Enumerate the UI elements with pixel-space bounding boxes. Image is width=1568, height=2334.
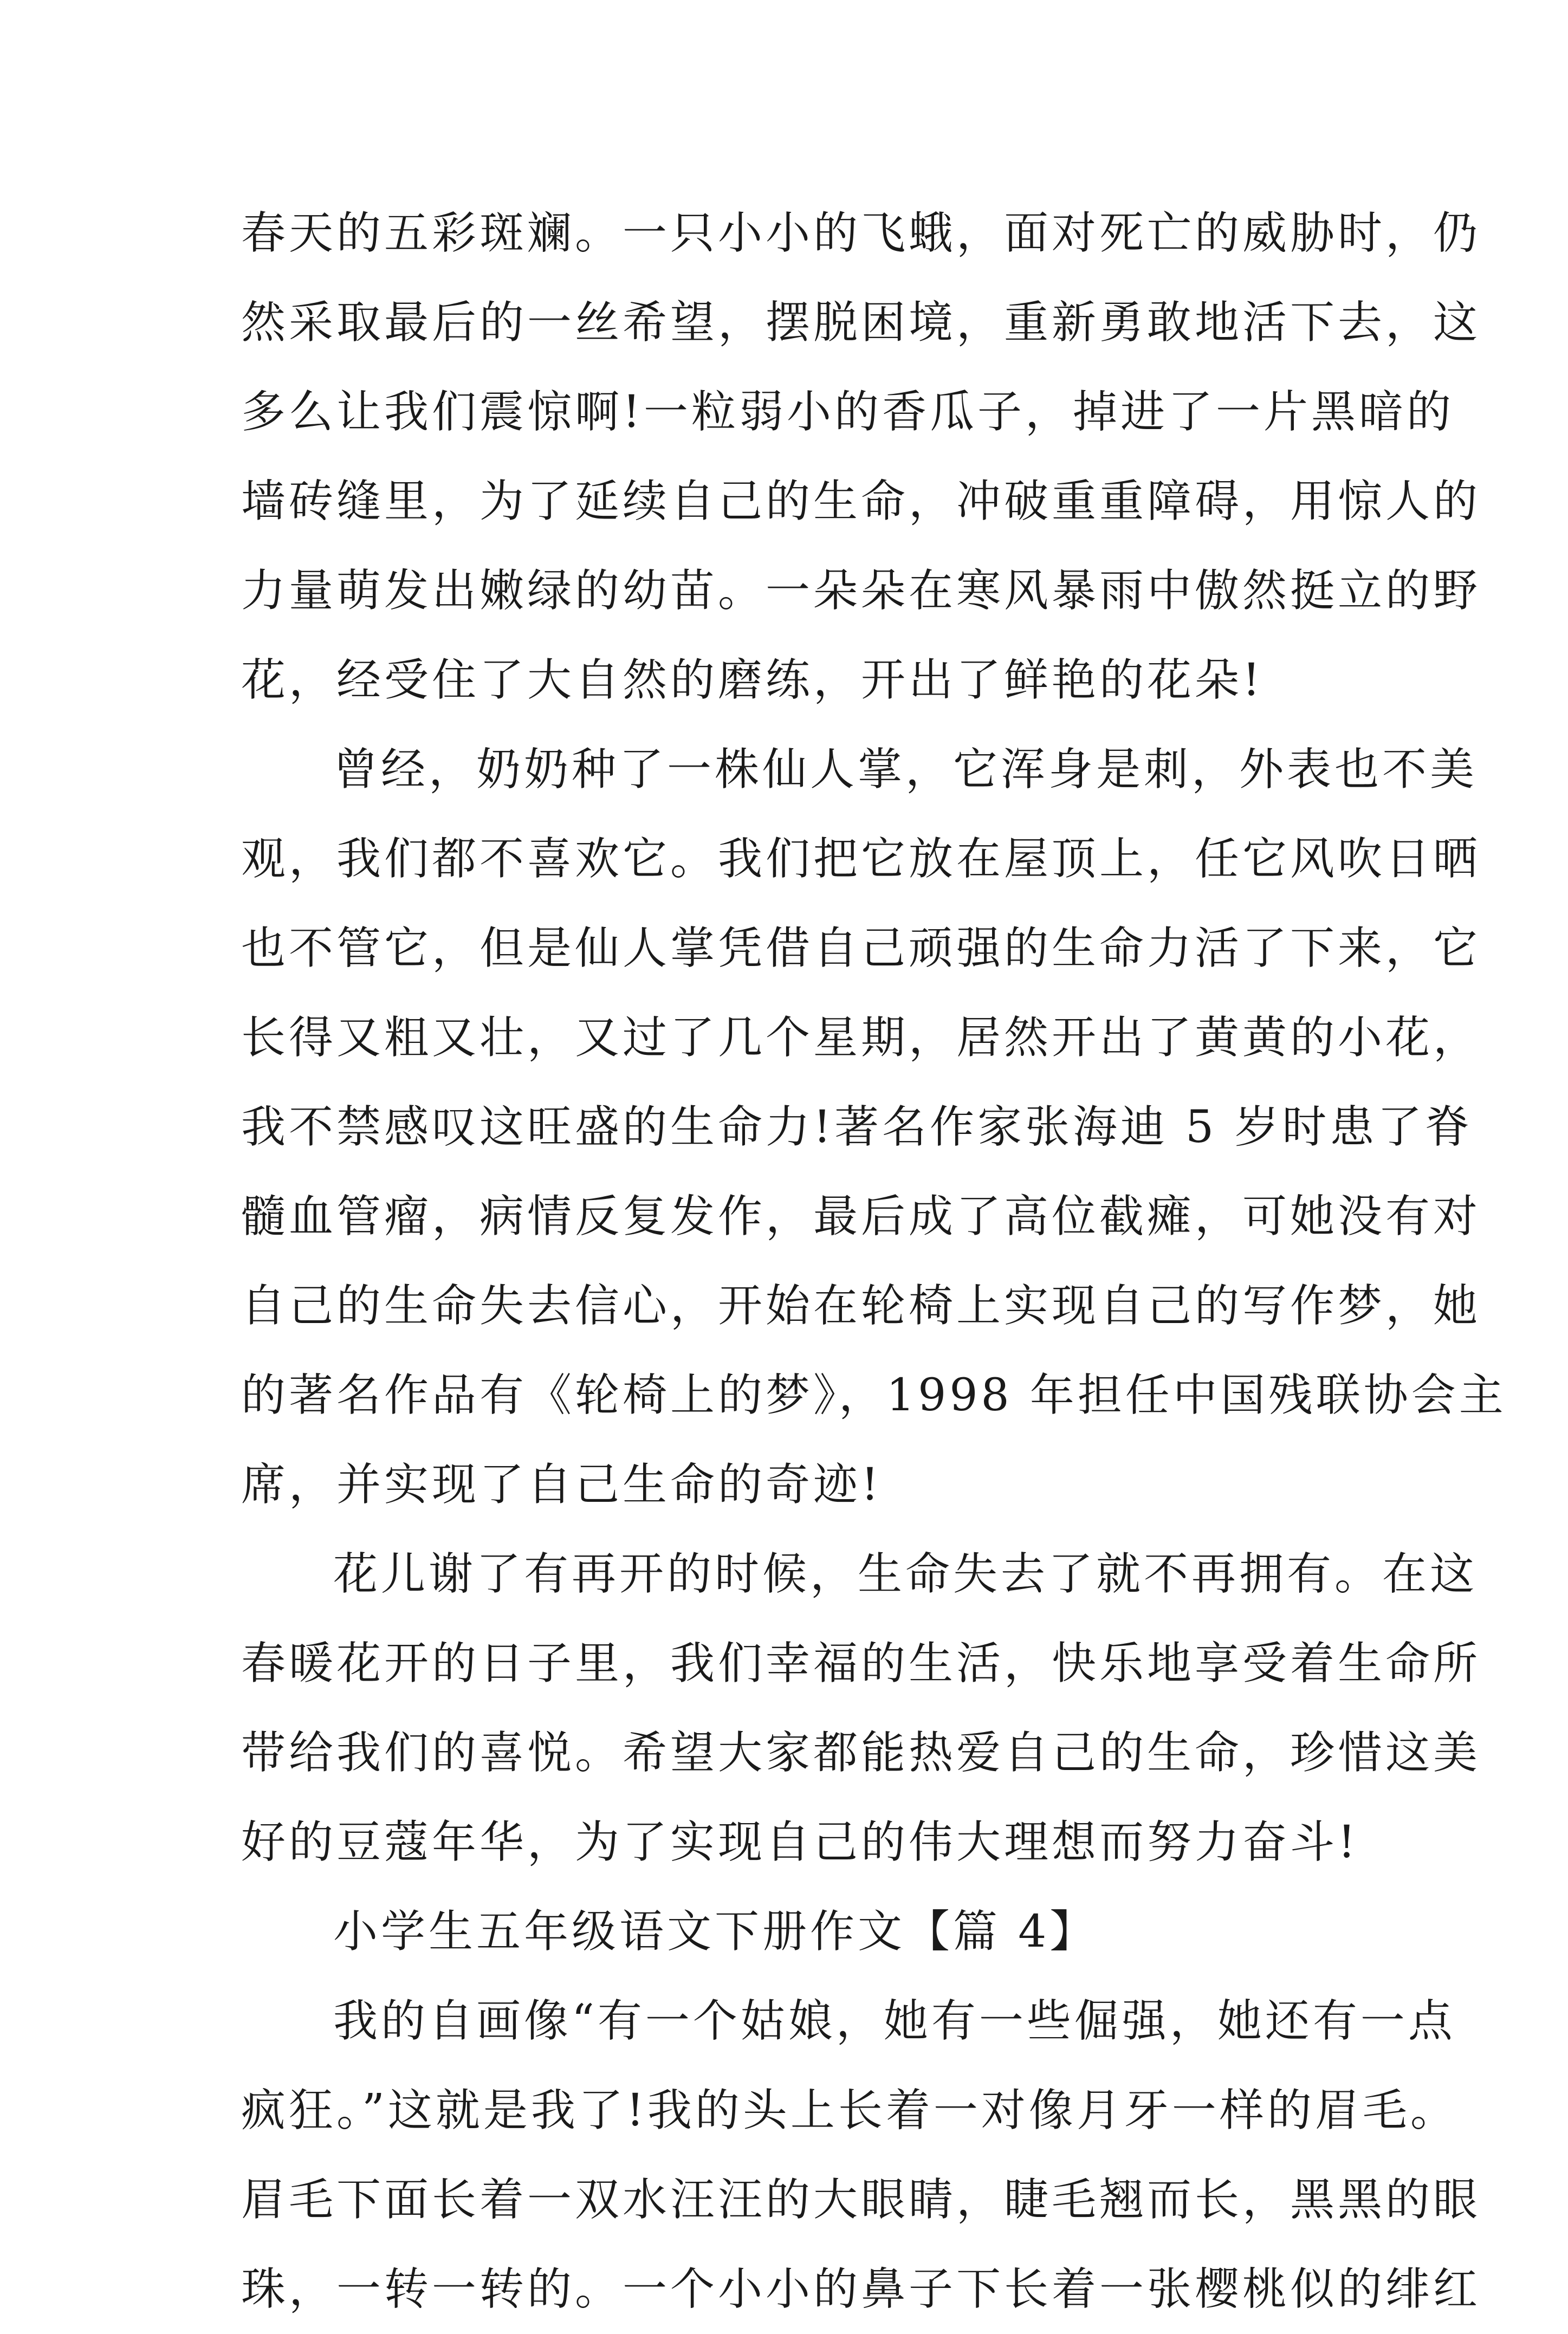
text-line: 好的豆蔻年华，为了实现自己的伟大理想而努力奋斗! xyxy=(241,1817,1359,1868)
text-line: 多么让我们震惊啊!一粒弱小的香瓜子，掉进了一片黑暗的 xyxy=(241,386,1454,438)
text-line: 带给我们的喜悦。希望大家都能热爱自己的生命，珍惜这美 xyxy=(241,1727,1481,1779)
text-line: 春暖花开的日子里，我们幸福的生活，快乐地享受着生命所 xyxy=(241,1638,1481,1689)
text-line: 然采取最后的一丝希望，摆脱困境，重新勇敢地活下去，这 xyxy=(241,297,1481,348)
text-line: 花，经受住了大自然的磨练，开出了鲜艳的花朵! xyxy=(241,654,1264,706)
text-line: 春天的五彩斑斓。一只小小的飞蛾，面对死亡的威胁时，仍 xyxy=(241,208,1481,259)
text-line: 我不禁感叹这旺盛的生命力!著名作家张海迪 5 岁时患了脊 xyxy=(241,1101,1473,1153)
text-line: 观，我们都不喜欢它。我们把它放在屋顶上，任它风吹日晒 xyxy=(241,833,1481,885)
text-line: 眉毛下面长着一双水汪汪的大眼睛，睫毛翘而长，黑黑的眼 xyxy=(241,2174,1481,2226)
document-body xyxy=(241,189,1507,2334)
text-line: 墙砖缝里，为了延续自己的生命，冲破重重障碍，用惊人的 xyxy=(241,476,1481,527)
text-line: 髓血管瘤，病情反复发作，最后成了高位截瘫，可她没有对 xyxy=(241,1191,1481,1242)
text-line: 席，并实现了自己生命的奇迹! xyxy=(241,1459,882,1510)
paragraph-start-line: 花儿谢了有再开的时候，生命失去了就不再拥有。在这 xyxy=(333,1548,1478,1600)
paragraph-start-line: 曾经，奶奶种了一株仙人掌，它浑身是刺，外表也不美 xyxy=(333,744,1478,795)
text-line: 长得又粗又壮，又过了几个星期，居然开出了黄黄的小花， xyxy=(241,1012,1481,1064)
text-line: 的著名作品有《轮椅上的梦》，1998 年担任中国残联协会主 xyxy=(241,1370,1507,1421)
section-heading: 小学生五年级语文下册作文【篇 4】 xyxy=(333,1906,1098,1957)
text-line: 力量萌发出嫩绿的幼苗。一朵朵在寒风暴雨中傲然挺立的野 xyxy=(241,565,1481,617)
text-line: 也不管它，但是仙人掌凭借自己顽强的生命力活了下来，它 xyxy=(241,923,1481,974)
text-line: 疯狂。”这就是我了!我的头上长着一对像月牙一样的眉毛。 xyxy=(241,2085,1458,2136)
paragraph-start-line: 我的自画像“有一个姑娘，她有一些倔强，她还有一点 xyxy=(333,1995,1456,2047)
text-line: 自己的生命失去信心，开始在轮椅上实现自己的写作梦，她 xyxy=(241,1280,1481,1332)
text-line: 珠，一转一转的。一个小小的鼻子下长着一张樱桃似的绯红 xyxy=(241,2264,1481,2315)
